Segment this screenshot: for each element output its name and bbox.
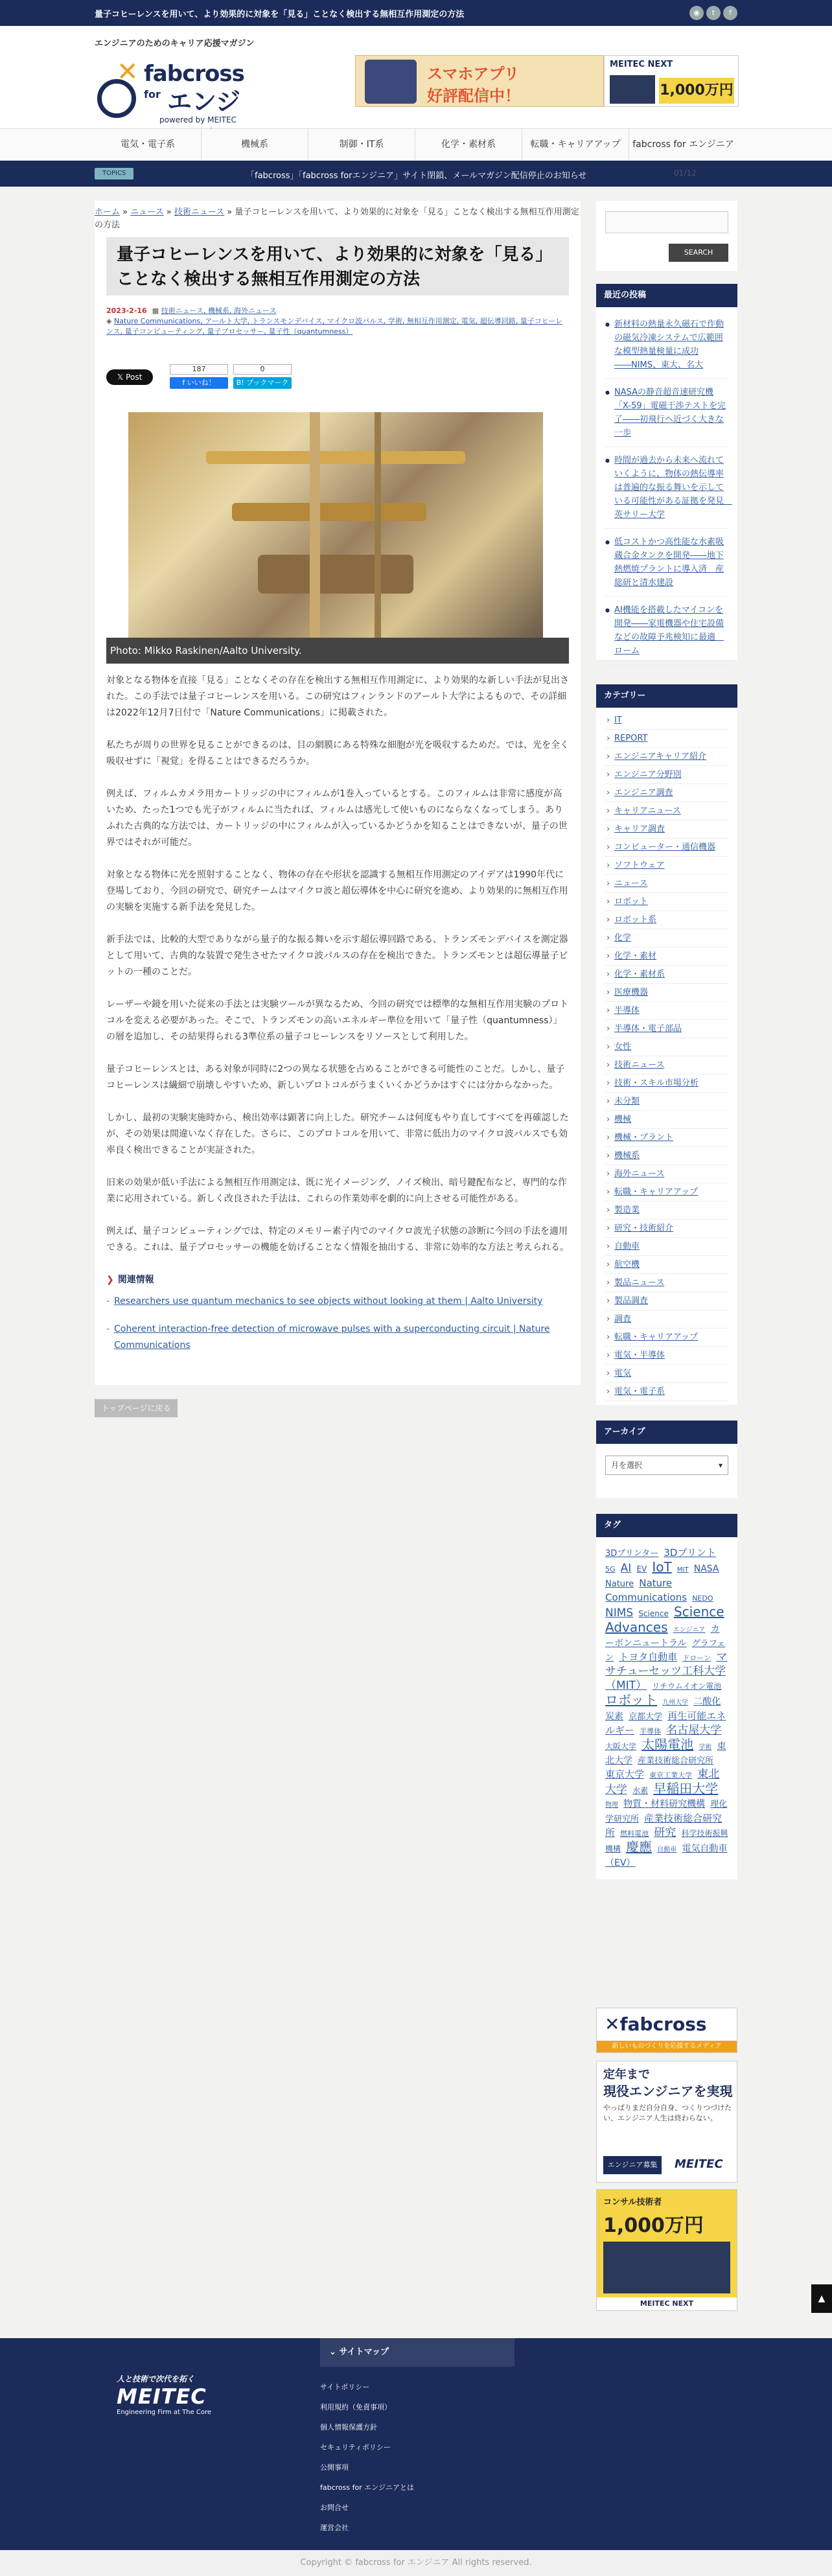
meitec-sub: Engineering Firm at The Core: [117, 2409, 211, 2416]
category-item: [605, 1329, 728, 1347]
topics-bar: [0, 161, 832, 187]
tag-link[interactable]: NIMS: [605, 1607, 634, 1619]
tag-link[interactable]: 学術: [699, 1744, 712, 1751]
categories-widget: [596, 684, 737, 1405]
article-paragraph: レーザーや鏡を用いた従来の手法とは実験ツールが異なるため、今回の研究では標準的な無相互作用実験のプロトコルを変える必要があった。そこで、トランズモンの高いエネルギー準位を用いて「量子性（quantumness）」の層を追加し、その結果得られる3準位系の量子コヒーレンスをリソースとして利用した。: [106, 999, 569, 1042]
recent-posts-title: 最近の投稿: [596, 284, 737, 307]
breadcrumb-news[interactable]: ニュース: [130, 207, 164, 217]
category-link[interactable]: 製品ニュース: [614, 1278, 665, 1288]
breadcrumb-home[interactable]: ホーム: [95, 207, 121, 217]
article-paragraph: 新手法では、比較的大型でありながら量子的な振る舞いを示す超伝導回路である、トランズモンデバイスを測定器として用いて、古典的な装置で発生させたマイクロ波パルスの存在を検出できた。トランズモンとは超伝導量子ビットの一種のことだ。: [106, 934, 568, 977]
category-link[interactable]: IT: [614, 715, 622, 725]
category-link[interactable]: 女性: [614, 1042, 632, 1052]
fabcross-banner-brand: ✕fabcross: [605, 2013, 707, 2035]
tag-link[interactable]: トヨタ自動車: [619, 1651, 678, 1663]
category-link[interactable]: キャリアニュース: [614, 806, 681, 816]
recent-post-link[interactable]: 低コストかつ高性能な水素吸蔵合金タンクを開発――地下熱燃焼プラントに導入済 産総研と清水建設: [614, 537, 724, 588]
sitemap-heading: [320, 2338, 514, 2367]
recent-post-item: [605, 311, 728, 379]
photo-detail: [258, 555, 413, 594]
logo-engineer: エンジ: [167, 87, 241, 116]
chevron-down-icon: ⌄: [329, 2347, 340, 2357]
tag-link[interactable]: 東京工業大学: [649, 1771, 693, 1780]
category-item: [605, 1111, 728, 1129]
tag-link[interactable]: Science: [638, 1609, 669, 1618]
meitec-next-banner[interactable]: [604, 55, 739, 107]
tag-link[interactable]: 半導体: [640, 1727, 662, 1735]
tag-link[interactable]: EV: [636, 1564, 647, 1573]
tag-link[interactable]: 電気自動車（EV）: [605, 1844, 728, 1868]
meitec-slogan: 人と技術で次代を拓く: [117, 2374, 195, 2384]
photo-detail: [310, 412, 320, 638]
category-link[interactable]: 技術・スキル市場分析: [614, 1078, 699, 1088]
tag-link[interactable]: 慶應: [626, 1839, 653, 1855]
tag-link[interactable]: 水素: [632, 1786, 649, 1795]
related-link[interactable]: Coherent interaction-free detection of microwave pulses with a superconducting circuit | Nature Communications: [114, 1324, 550, 1351]
tag-link[interactable]: 3Dプリント: [664, 1547, 716, 1559]
categories-title: カテゴリー: [596, 684, 737, 708]
recent-post-link[interactable]: AI機能を搭載したマイコンを開発――家電機器や住宅設備などの故障予兆検知に最適 ローム: [614, 605, 724, 656]
rss-icon[interactable]: ◉: [689, 6, 704, 20]
nav-for-engineer[interactable]: fabcross for エンジニア: [632, 139, 734, 150]
category-item: [605, 893, 728, 911]
tag-link[interactable]: 二酸化炭素: [605, 1697, 721, 1722]
next-brand: MEITEC NEXT: [597, 2297, 737, 2310]
chevron-up-icon: ▲: [818, 2293, 826, 2304]
article-paragraph: 例えば、フィルムカメラ用カートリッジの中にフィルムが1巻入っているとする。このフィルムは非常に感度が高いため、たった1つでも光子がフィルムに当たれば、フィルムは感光して使いものにならなくなってしまう。ありふれた古典的な方法では、カートリッジの中にフィルムが入っているかどうかを知ることはできないが、量子の世界ではそれが可能だ。: [106, 789, 568, 848]
recent-post-item: [605, 529, 728, 597]
recent-post-item: [605, 379, 728, 447]
category-item: [605, 1056, 728, 1074]
article-meta: [106, 306, 569, 337]
breadcrumb-separator: »: [224, 207, 235, 217]
category-item: [605, 1038, 728, 1056]
tag-link[interactable]: 京都大学: [629, 1712, 663, 1722]
article-categories[interactable]: 技術ニュース, 機械系, 海外ニュース: [161, 307, 277, 315]
facebook-icon[interactable]: f: [723, 6, 737, 20]
site-logo[interactable]: [97, 51, 259, 128]
recent-post-link[interactable]: 新材料の熱量永久磁石で作動の磁気冷凍システムで広範囲な模型熱量検量に成功――NIMS、東大、名大: [614, 319, 724, 370]
site-header: [0, 26, 832, 128]
article-main: [95, 201, 581, 1385]
category-link[interactable]: 技術ニュース: [614, 1060, 665, 1070]
category-item: [605, 1274, 728, 1292]
tag-link[interactable]: 大阪大学: [605, 1742, 637, 1751]
category-link[interactable]: 海外ニュース: [614, 1169, 665, 1179]
topics-label: TOPICS: [95, 168, 133, 180]
tag-link[interactable]: 九州大学: [662, 1699, 689, 1706]
tag-link[interactable]: Nature: [605, 1579, 634, 1589]
logo-for: for: [144, 88, 161, 100]
tag-link[interactable]: カーボンニュートラル: [605, 1624, 720, 1649]
fabcross-banner[interactable]: [596, 2008, 737, 2053]
footer-meitec-logo[interactable]: [117, 2373, 246, 2416]
breadcrumb-separator: »: [120, 207, 131, 217]
article-paragraph: 私たちが周りの世界を見ることができるのは、目の網膜にある特殊な細胞が光を吸収するためだ。では、光を全く吸収せずに「視覚」を得ることはできるだろうか。: [106, 740, 569, 767]
category-link[interactable]: 電気・半導体: [614, 1351, 665, 1360]
photo-caption: Photo: Mikko Raskinen/Aalto University.: [106, 638, 569, 664]
recruit-line1: 定年まで: [603, 2068, 650, 2082]
category-item: [605, 1238, 728, 1256]
recruit-line2: 現役エンジニアを実現: [603, 2083, 733, 2099]
category-item: [605, 1093, 728, 1111]
next-top: コンサル技術者: [603, 2198, 662, 2207]
recent-post-item: [605, 597, 728, 665]
category-item: [605, 1365, 728, 1383]
facebook-like[interactable]: [170, 364, 228, 390]
tag-link[interactable]: Nature Communications: [605, 1577, 688, 1603]
site-footer: [0, 2338, 832, 2550]
tag-icon: ◈: [106, 317, 114, 325]
footer-link[interactable]: 利用規約（免責事項）: [320, 2403, 391, 2411]
archive-widget: [596, 1421, 737, 1498]
category-link[interactable]: 転職・キャリアアップ: [614, 1187, 699, 1197]
tag-link[interactable]: 産業技術総合研究所: [605, 1813, 722, 1839]
category-item: [605, 820, 728, 839]
article-body: [106, 673, 569, 1365]
category-link[interactable]: 電気・電子系: [614, 1387, 665, 1397]
topics-message[interactable]: 「fabcross」「fabcross forエンジニア」サイト閉鎖、メールマガジン配信停止のお知らせ: [246, 171, 587, 181]
article-photo: [128, 412, 543, 638]
nav-electric[interactable]: 電気・電子系: [95, 129, 202, 160]
category-link[interactable]: 医療機器: [614, 988, 649, 997]
tag-link[interactable]: 5G: [605, 1565, 616, 1573]
footer-link[interactable]: 個人情報保護方針: [320, 2423, 377, 2431]
search-input[interactable]: [605, 211, 728, 233]
article-paragraph: 旧来の効果が低い手法による無相互作用測定は、既に光イメージング、ノイズ検出、暗号鍵配布など、専門的な作業に応用されている。新しく改良された手法は、これらの作業効率を劇的に向上させる可能性がある。: [106, 1178, 567, 1204]
recruit-line3: やっぱりまだ自分自身、つくりつづけたい、エンジニア人生は終わらない。: [603, 2104, 732, 2122]
logo-fabcross: fabcross: [144, 61, 244, 87]
tags-widget: [596, 1514, 737, 1879]
article-tags[interactable]: Nature Communications, アールト大学, トランスモンデバイス, マイクロ波パルス, 学術, 無相互作用測定, 電気, 超伝導回路, 量子コヒーレンス, 量子コンピューティング, 量子プロセッサー, 量子性（quantumness）: [106, 317, 563, 336]
back-to-top-link[interactable]: トップページに戻る: [95, 1399, 178, 1417]
meitec-next-amount: 1,000万円: [659, 78, 734, 104]
sitemap-label: サイトマップ: [339, 2347, 389, 2357]
category-link[interactable]: ロボット: [614, 897, 649, 907]
recruit-brand: MEITEC: [675, 2157, 723, 2171]
article-paragraph: 対象となる物体を直接「見る」ことなくその存在を検出する無相互作用測定に、より効果的な新しい手法が見出された。この手法では量子コヒーレンスを用いる。この研究はフィンランドのアールト大学によるもので、その詳細は2022年12月7日付で「Nature Communications」に掲載された。: [106, 675, 569, 718]
x-post-button[interactable]: 𝕏 Post: [106, 369, 153, 385]
tag-link[interactable]: 物質・材料研究機構: [623, 1799, 706, 1809]
site-tagline: エンジニアのためのキャリア応援マガジン: [95, 39, 255, 49]
tag-link[interactable]: 研究: [654, 1826, 676, 1839]
category-item: [605, 857, 728, 875]
footer-links: [320, 2377, 514, 2538]
footer-link[interactable]: お問合せ: [320, 2503, 349, 2512]
article-paragraph: 対象となる物体に光を照射することなく、物体の存在や形状を認識する無相互作用測定のアイデアは1990年代に登場しており、今回の研究で、研究チームはマイクロ波と超伝導体を中心に研究を進め、より効果的に無相互作用の実験を実施する新手法を発見した。: [106, 870, 568, 912]
category-link[interactable]: キャリア調査: [614, 824, 665, 834]
category-item: [605, 1310, 728, 1329]
tag-link[interactable]: ドローン: [682, 1654, 711, 1662]
recruit-foot: エンジニア募集: [603, 2156, 662, 2174]
category-item: [605, 1129, 728, 1147]
related-link[interactable]: Researchers use quantum mechanics to see objects without looking at them | Aalto University: [114, 1296, 543, 1306]
category-link[interactable]: 機械・プラント: [614, 1133, 674, 1143]
photo-detail: [206, 451, 465, 464]
app-banner[interactable]: [355, 55, 604, 107]
category-link[interactable]: 製品調査: [614, 1296, 649, 1306]
category-item: [605, 712, 728, 730]
nav-control-it[interactable]: 制御・IT系: [308, 129, 415, 160]
tag-link[interactable]: IoT: [652, 1559, 672, 1575]
meitec-recruit-banner[interactable]: [596, 2061, 737, 2183]
tag-link[interactable]: 太陽電池: [641, 1737, 694, 1752]
category-item: [605, 1165, 728, 1183]
breadcrumb: [95, 206, 581, 232]
search-button[interactable]: SEARCH: [669, 244, 728, 262]
photo-detail: [232, 503, 426, 521]
cross-icon: ✕: [117, 57, 139, 87]
category-item: [605, 802, 728, 820]
category-link[interactable]: 化学・素材系: [614, 969, 665, 979]
category-item: [605, 1292, 728, 1310]
category-item: [605, 947, 728, 966]
category-item: [605, 1183, 728, 1201]
tag-link[interactable]: 東北大学: [605, 1741, 726, 1766]
recent-post-link[interactable]: NASAの静音超音速研究機「X-59」電磁干渉テストを完了――初飛行へ近づく大きな一歩: [614, 388, 726, 438]
category-link[interactable]: REPORT: [614, 734, 648, 743]
twitter-icon[interactable]: t: [706, 6, 721, 20]
category-link[interactable]: 製造業: [614, 1205, 640, 1215]
logo-powered-by: powered by MEITEC: [159, 115, 237, 124]
fabcross-banner-sub: 新しいものづくりを応援するメディア: [597, 2041, 737, 2052]
recent-posts-widget: [596, 284, 737, 660]
category-link[interactable]: 自動車: [614, 1242, 640, 1251]
category-item: [605, 730, 728, 748]
photo-detail: [375, 412, 381, 638]
category-item: [605, 1020, 728, 1038]
topics-date: 01/12: [674, 168, 697, 178]
tag-link[interactable]: MIT: [676, 1566, 689, 1573]
category-item: [605, 1002, 728, 1020]
tag-link[interactable]: ロボット: [605, 1692, 657, 1708]
category-item: [605, 984, 728, 1002]
category-item: [605, 1383, 728, 1401]
main-nav: [0, 128, 832, 161]
nav-chemistry[interactable]: 化学・素材系: [415, 129, 522, 160]
laptop-image: [610, 75, 655, 104]
share-buttons: [106, 364, 365, 390]
tag-link[interactable]: 科学技術振興機構: [605, 1829, 728, 1853]
category-link[interactable]: 研究・技術紹介: [614, 1224, 674, 1233]
category-link[interactable]: 化学: [614, 933, 632, 943]
article-date: 2023-2-16: [106, 307, 147, 315]
category-item: [605, 1256, 728, 1274]
breadcrumb-tech[interactable]: 技術ニュース: [174, 207, 225, 217]
footer-link[interactable]: サイトポリシー: [320, 2383, 370, 2391]
tag-link[interactable]: 早稲田大学: [653, 1781, 719, 1796]
category-link[interactable]: ニュース: [614, 879, 648, 888]
tag-link[interactable]: 産業技術総合研究所: [638, 1756, 714, 1766]
category-link[interactable]: コンピューター・通信機器: [614, 842, 716, 852]
tag-link[interactable]: 燃料電池: [620, 1829, 649, 1838]
meitec-name: MEITEC: [117, 2384, 207, 2409]
meitec-next-side-banner[interactable]: [596, 2189, 737, 2311]
article-title-box: [106, 237, 569, 296]
breadcrumb-current: 量子コヒーレンスを用いて、より効果的に対象を「見る」ことなく検出する無相互作用測定の方法: [95, 207, 579, 230]
app-banner-line1: スマホアプリ: [427, 65, 520, 83]
archive-title: アーカイブ: [596, 1421, 737, 1444]
footer-link[interactable]: 公開事項: [320, 2463, 349, 2472]
category-link[interactable]: 転職・キャリアアップ: [614, 1332, 699, 1342]
category-link[interactable]: 電気: [614, 1369, 632, 1378]
related-item: [106, 1321, 569, 1354]
recent-post-item: [605, 447, 733, 529]
chevron-right-icon: ❯: [106, 1275, 114, 1285]
app-banner-line2: 好評配信中！: [427, 87, 520, 105]
category-link[interactable]: エンジニア調査: [614, 788, 673, 798]
tags-title: タグ: [596, 1514, 737, 1537]
tag-link[interactable]: AI: [620, 1562, 632, 1575]
tag-link[interactable]: 東北大学: [605, 1768, 720, 1796]
categories-list: [596, 708, 737, 1405]
article-paragraph: 量子コヒーレンスとは、ある対象が同時に2つの異なる状態を占めることができる可能性のことだ。しかし、量子コヒーレンスは繊細で崩壊しやすいため、新しいプロトコルがうまくいくかどうかはすぐには分からなかった。: [106, 1064, 565, 1091]
facebook-count: 187: [170, 364, 228, 375]
category-link[interactable]: 機械: [614, 1115, 632, 1124]
category-link[interactable]: 航空機: [614, 1260, 640, 1270]
tag-link[interactable]: エンジニア: [673, 1627, 706, 1634]
category-link[interactable]: 調査: [614, 1314, 632, 1324]
related-title-text: 関連情報: [117, 1275, 154, 1285]
category-item: [605, 1074, 728, 1093]
nav-career[interactable]: 転職・キャリアアップ: [522, 129, 629, 160]
hatena-bookmark[interactable]: [233, 364, 292, 390]
category-item: [605, 839, 728, 857]
tag-link[interactable]: リチウムイオン電池: [652, 1682, 722, 1691]
category-link[interactable]: エンジニアキャリア紹介: [614, 752, 707, 761]
category-link[interactable]: 未分類: [614, 1097, 640, 1106]
search-widget: [596, 201, 737, 271]
hatena-count: 0: [233, 364, 292, 375]
category-item: [605, 748, 728, 766]
category-item: [605, 1220, 728, 1238]
top-bar-title: 量子コヒーレンスを用いて、より効果的に対象を「見る」ことなく検出する無相互作用測定の方法: [95, 10, 465, 19]
tag-link[interactable]: NEDO: [692, 1594, 713, 1603]
article-paragraph: しかし、最初の実験実施時から、検出効率は顕著に向上した。研究チームは何度もやり直してすべてを再確認したが、その効果は間違いなく存在した。さらに、このプロトコルを用いて、非常に低出力のマイクロ波パルスでも効率良く検出できることが実証された。: [106, 1113, 569, 1155]
footer-link[interactable]: fabcross for エンジニアとは: [320, 2483, 414, 2492]
category-item: [605, 966, 728, 984]
category-item: [605, 1147, 728, 1165]
article-title: 量子コヒーレンスを用いて、より効果的に対象を「見る」ことなく検出する無相互作用測定の方法: [117, 245, 553, 289]
nav-mechanical[interactable]: 機械系: [202, 129, 308, 160]
breadcrumb-separator: »: [163, 207, 174, 217]
category-link[interactable]: ロボット系: [614, 915, 657, 925]
folder-icon: ▦: [152, 307, 161, 315]
category-link[interactable]: 半導体・電子部品: [614, 1024, 682, 1034]
footer-link[interactable]: 運営会社: [320, 2524, 349, 2532]
category-item: [605, 1201, 728, 1220]
recent-post-link[interactable]: 時間が過去から未来へ流れていくように、物体の熱伝導率は普遍的な振る舞いを示している可能性がある証拠を発見 英サリー大学: [614, 456, 733, 520]
top-bar: [0, 0, 832, 26]
archive-select[interactable]: 月を選択 ▾: [605, 1456, 728, 1475]
tag-link[interactable]: マサチューセッツ工科大学（MIT）: [605, 1651, 728, 1692]
tag-link[interactable]: 物理: [605, 1802, 618, 1809]
tag-cloud: [596, 1537, 737, 1879]
tag-link[interactable]: NASA: [693, 1564, 719, 1574]
related-info: [106, 1272, 569, 1354]
category-item: [605, 875, 728, 893]
category-link[interactable]: エンジニア分野別: [614, 770, 682, 780]
phone-icon: [365, 60, 417, 104]
category-item: [605, 911, 728, 929]
related-title: [106, 1272, 569, 1288]
category-item: [605, 784, 728, 802]
category-link[interactable]: 半導体: [614, 1006, 640, 1015]
tag-link[interactable]: 3Dプリンター: [605, 1549, 659, 1559]
category-link[interactable]: ソフトウェア: [614, 861, 665, 870]
tag-link[interactable]: 理化学研究所: [605, 1800, 728, 1824]
tag-link[interactable]: 名古屋大学: [666, 1724, 722, 1737]
tag-link[interactable]: 東京大学: [605, 1769, 645, 1780]
category-link[interactable]: 機械系: [614, 1151, 640, 1161]
tag-link[interactable]: 再生可能エネルギー: [605, 1710, 726, 1736]
category-link[interactable]: 化学・素材: [614, 951, 657, 961]
next-amount: 1,000万円: [603, 2214, 704, 2237]
tag-link[interactable]: Science Advances: [605, 1604, 724, 1635]
category-item: [605, 766, 728, 784]
copyright: Copyright © fabcross for エンジニア All rights reserved.: [0, 2550, 832, 2576]
footer-link[interactable]: セキュリティポリシー: [320, 2443, 391, 2452]
meitec-next-title: MEITEC NEXT: [610, 60, 673, 69]
tag-link[interactable]: グラフェン: [605, 1639, 726, 1663]
hatena-bookmark-button[interactable]: B! ブックマーク: [233, 377, 292, 389]
related-item: [106, 1294, 569, 1310]
article-paragraph: 例えば、量子コンピューティングでは、特定のメモリー素子内でのマイクロ波光子状態の診断に今回の手法を適用できる。これは、量子プロセッサーの機能を妨げることなく情報を抽出する、非常に効率的な方法と考えられる。: [106, 1226, 569, 1253]
category-item: [605, 1347, 728, 1365]
tag-link[interactable]: 自動車: [657, 1846, 677, 1853]
facebook-like-button[interactable]: f いいね！: [170, 377, 228, 389]
category-item: [605, 929, 728, 947]
scroll-up-button[interactable]: [811, 2284, 832, 2313]
laptop-image: [603, 2242, 730, 2293]
